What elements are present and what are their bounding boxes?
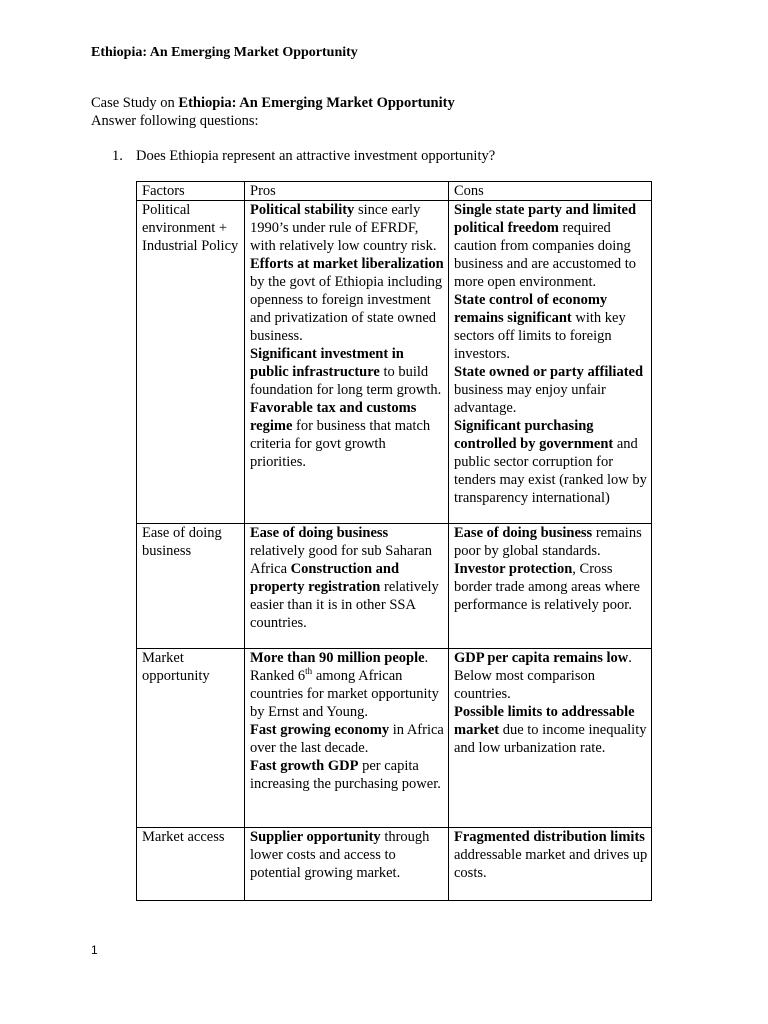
pro-highlight: Supplier opportunity	[250, 829, 381, 845]
ordinal-suffix: th	[305, 666, 313, 677]
instruction-line: Answer following questions:	[91, 113, 259, 129]
header-cons: Cons	[449, 182, 652, 201]
pros-cell	[245, 649, 449, 828]
con-text: business may enjoy unfair advantage.	[454, 382, 606, 416]
pro-text: to build foundation for long term growth.	[250, 364, 442, 398]
pro-highlight: Fast growth GDP	[250, 758, 359, 774]
page-number: 1	[91, 943, 98, 957]
pros-cell	[245, 201, 449, 524]
con-highlight: Significant purchasing controlled by government	[454, 418, 614, 452]
pro-text: by the govt of Ethiopia including openness to foreign investment and privatization of state owned business.	[250, 274, 443, 344]
con-text: . Below most comparison countries.	[454, 650, 632, 702]
con-highlight: Fragmented distribution limits	[454, 829, 645, 845]
con-highlight: Single state party and limited political freedom	[454, 202, 637, 236]
con-highlight: Possible limits to addressable market	[454, 704, 635, 738]
cons-cell	[449, 201, 652, 524]
case-study-prefix: Case Study on	[91, 95, 179, 111]
case-study-title: Ethiopia: An Emerging Market Opportunity	[178, 95, 455, 111]
pro-highlight: Significant investment in public infrastructure	[250, 346, 404, 380]
pro-text: in Africa over the last decade.	[250, 722, 444, 756]
factor-cell: Market opportunity	[137, 649, 245, 828]
factor-cell: Market access	[137, 828, 245, 901]
con-text: required caution from companies doing business and are accustomed to more open environment.	[454, 220, 637, 290]
table-header-row	[137, 182, 652, 201]
question-number: 1.	[112, 148, 123, 164]
con-highlight: Investor protection	[454, 561, 573, 577]
analysis-table	[136, 181, 652, 901]
pro-highlight: Efforts at market liberalization	[250, 256, 444, 272]
pro-text: through lower costs and access to potential growing market.	[250, 829, 430, 881]
factor-cell: Ease of doing business	[137, 524, 245, 649]
factor-cell: Political environment + Industrial Policy	[137, 201, 245, 524]
table-row	[137, 524, 652, 649]
pro-text: relatively good for sub Saharan Africa	[250, 543, 433, 577]
table-row	[137, 201, 652, 524]
cons-cell	[449, 524, 652, 649]
pro-highlight: Favorable tax and customs regime	[250, 400, 417, 434]
pro-highlight: Ease of doing business	[250, 525, 389, 541]
pro-highlight: Construction and property registration	[250, 561, 400, 595]
cons-cell	[449, 649, 652, 828]
header-factors: Factors	[137, 182, 245, 201]
pro-text: relatively easier than it is in other SSA countries.	[250, 579, 439, 631]
con-text: , Cross border trade among areas where performance is relatively poor.	[454, 561, 640, 613]
case-study-line	[91, 94, 455, 112]
pro-highlight: Political stability	[250, 202, 355, 218]
table-row	[137, 649, 652, 828]
con-text: and public sector corruption for tenders may exist (ranked low by transparency international)	[454, 436, 647, 506]
intro	[91, 94, 455, 130]
pro-highlight: More than 90 million people	[250, 650, 425, 666]
pro-highlight: Fast growing economy	[250, 722, 390, 738]
pro-text: among African countries for market opportunity by Ernst and Young.	[250, 668, 439, 720]
pros-cell	[245, 828, 449, 901]
question-text: Does Ethiopia represent an attractive investment opportunity?	[136, 148, 496, 164]
question-1	[112, 148, 495, 165]
pro-text: . Ranked 6	[250, 650, 429, 684]
con-highlight: GDP per capita remains low	[454, 650, 629, 666]
con-highlight: Ease of doing business	[454, 525, 593, 541]
pro-text: per capita increasing the purchasing power.	[250, 758, 441, 792]
con-text: with key sectors off limits to foreign investors.	[454, 310, 626, 362]
con-highlight: State owned or party affiliated	[454, 364, 644, 380]
document-header: Ethiopia: An Emerging Market Opportunity	[91, 45, 358, 60]
con-text: remains poor by global standards.	[454, 525, 642, 559]
header-pros: Pros	[245, 182, 449, 201]
con-text: addressable market and drives up costs.	[454, 847, 648, 881]
pro-text: since early 1990’s under rule of EFRDF, with relatively low country risk.	[250, 202, 437, 254]
con-text: due to income inequality and low urbanization rate.	[454, 722, 647, 756]
cons-cell	[449, 828, 652, 901]
pros-cell	[245, 524, 449, 649]
con-highlight: State control of economy remains significant	[454, 292, 608, 326]
table-row	[137, 828, 652, 901]
pro-text: for business that match criteria for govt growth priorities.	[250, 418, 431, 470]
